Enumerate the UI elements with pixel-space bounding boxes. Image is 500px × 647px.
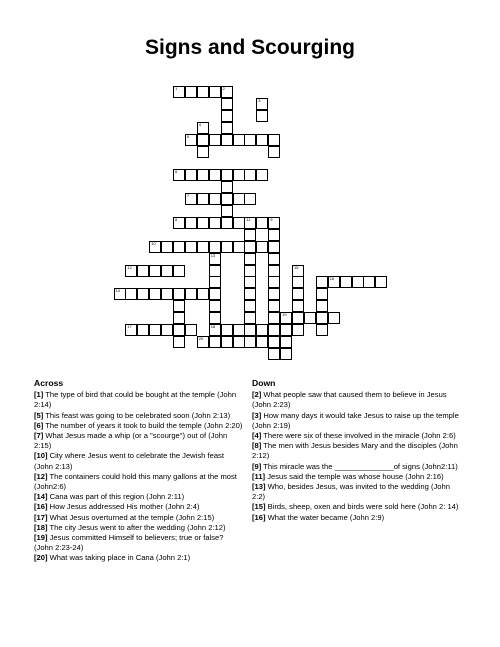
clue-number: [10] <box>34 451 48 461</box>
cell-number: 5 <box>186 133 190 139</box>
grid-cell[interactable] <box>173 265 185 277</box>
grid-cell[interactable] <box>268 348 280 360</box>
grid-cell[interactable] <box>137 324 149 336</box>
clue-text: What people saw that caused them to believe in Jesus (John 2:23) <box>252 390 447 410</box>
grid-cell[interactable] <box>221 122 233 134</box>
clue-number: [6] <box>34 420 44 430</box>
grid-cell[interactable] <box>185 324 197 336</box>
grid-cell[interactable] <box>221 98 233 110</box>
grid-cell[interactable] <box>197 241 209 253</box>
clue-number: [15] <box>252 502 266 512</box>
grid-cell[interactable] <box>244 169 256 181</box>
clue-number: [11] <box>252 471 266 481</box>
cell-number: 13 <box>210 252 216 258</box>
cell-number: 8 <box>175 216 178 222</box>
down-clue <box>252 431 462 441</box>
grid-cell[interactable] <box>221 181 233 193</box>
grid-cell[interactable] <box>221 241 233 253</box>
clue-number: [16] <box>34 502 48 512</box>
grid-cell[interactable] <box>125 288 137 300</box>
grid-cell[interactable] <box>316 312 328 324</box>
across-heading: Across <box>34 378 64 388</box>
grid-cell[interactable] <box>185 241 197 253</box>
grid-cell[interactable] <box>292 276 304 288</box>
grid-cell[interactable] <box>280 348 292 360</box>
grid-cell[interactable] <box>185 86 197 98</box>
puzzle-title: Signs and Scourging <box>144 36 355 59</box>
grid-cell[interactable] <box>209 300 221 312</box>
cell-number: 2 <box>222 86 225 91</box>
grid-cell[interactable] <box>268 217 280 229</box>
grid-cell[interactable] <box>149 241 161 253</box>
grid-cell[interactable] <box>256 217 268 229</box>
across-clue <box>34 421 244 431</box>
across-clue <box>34 390 244 410</box>
cell-number: 10 <box>151 240 156 246</box>
down-clue <box>252 472 462 482</box>
clue-text: Birds, sheep, oxen and birds were sold here (John 2: 14) <box>265 502 459 512</box>
cell-number: 9 <box>270 216 273 222</box>
across-clue <box>34 502 244 512</box>
grid-cell[interactable] <box>244 193 256 205</box>
across-clue <box>34 472 244 492</box>
grid-cell[interactable] <box>149 324 161 336</box>
grid-cell[interactable] <box>161 265 173 277</box>
grid-cell[interactable] <box>173 300 185 312</box>
grid-cell[interactable] <box>268 288 280 300</box>
down-clue <box>252 462 462 472</box>
grid-cell[interactable] <box>197 146 209 158</box>
grid-cell[interactable] <box>137 288 149 300</box>
grid-cell[interactable] <box>256 336 268 348</box>
grid-cell[interactable] <box>256 98 268 110</box>
down-heading: Down <box>252 378 276 388</box>
grid-cell[interactable] <box>268 336 280 348</box>
grid-cell[interactable] <box>197 193 209 205</box>
grid-cell[interactable] <box>233 217 245 229</box>
grid-cell[interactable] <box>209 276 221 288</box>
down-clue <box>252 482 462 502</box>
grid-cell[interactable] <box>149 265 161 277</box>
cell-number: 12 <box>127 264 132 270</box>
grid-cell[interactable] <box>244 229 256 241</box>
cell-number: 15 <box>294 264 299 270</box>
cell-number: 11 <box>246 216 251 222</box>
grid-cell[interactable] <box>209 336 221 348</box>
clue-text: How Jesus addressed His mother (John 2:4) <box>47 502 200 512</box>
down-clue <box>252 441 462 461</box>
grid-cell[interactable] <box>161 241 173 253</box>
grid-cell[interactable] <box>244 324 256 336</box>
grid-cell[interactable] <box>221 205 233 217</box>
grid-cell[interactable] <box>256 241 268 253</box>
clue-number: [12] <box>34 471 48 481</box>
grid-cell[interactable] <box>292 300 304 312</box>
grid-cell[interactable] <box>197 86 209 98</box>
grid-cell[interactable] <box>221 86 233 98</box>
grid-cell[interactable] <box>161 288 173 300</box>
grid-cell[interactable] <box>149 288 161 300</box>
clue-number: [1] <box>34 390 44 400</box>
clue-number: [2] <box>252 390 262 400</box>
cell-number: 19 <box>282 312 287 318</box>
grid-cell[interactable] <box>185 217 197 229</box>
cell-number: 1 <box>175 86 178 91</box>
grid-cell[interactable] <box>209 193 221 205</box>
clue-number: [13] <box>252 482 266 492</box>
cell-number: 7 <box>186 193 190 199</box>
cell-number: 4 <box>198 121 202 127</box>
grid-cell[interactable] <box>244 276 256 288</box>
across-clue <box>34 451 244 471</box>
grid-cell[interactable] <box>185 288 197 300</box>
grid-cell[interactable] <box>292 288 304 300</box>
clue-number: [16] <box>252 512 266 522</box>
cell-number: 3 <box>258 97 261 103</box>
clue-text: The city Jesus went to after the wedding (John 2:12) <box>47 522 226 532</box>
clue-text: There were six of these involved in the miracle (John 2:6) <box>261 431 456 441</box>
grid-cell[interactable] <box>209 86 221 98</box>
clue-number: [5] <box>34 410 44 420</box>
grid-cell[interactable] <box>209 312 221 324</box>
grid-cell[interactable] <box>244 134 256 146</box>
grid-cell[interactable] <box>268 265 280 277</box>
clue-number: [20] <box>34 553 48 563</box>
grid-cell[interactable] <box>221 134 233 146</box>
grid-cell[interactable] <box>363 276 375 288</box>
grid-cell[interactable] <box>244 336 256 348</box>
cell-number: 18 <box>210 324 216 329</box>
down-clues <box>252 378 462 523</box>
grid-cell[interactable] <box>221 217 233 229</box>
grid-cell[interactable] <box>209 169 221 181</box>
grid-cell[interactable] <box>114 288 126 300</box>
clue-text: Cana was part of this region (John 2:11) <box>47 492 185 502</box>
grid-cell[interactable] <box>197 169 209 181</box>
clue-number: [8] <box>252 441 262 451</box>
clue-text: The men with Jesus besides Mary and the disciples (John 2:12) <box>252 441 458 461</box>
grid-cell[interactable] <box>173 336 185 348</box>
grid-cell[interactable] <box>173 169 185 181</box>
cell-number: 16 <box>329 276 335 282</box>
grid-cell[interactable] <box>304 312 316 324</box>
grid-cell[interactable] <box>173 312 185 324</box>
across-clue <box>34 553 244 563</box>
grid-cell[interactable] <box>316 288 328 300</box>
grid-cell[interactable] <box>209 288 221 300</box>
grid-cell[interactable] <box>268 146 280 158</box>
grid-cell[interactable] <box>256 169 268 181</box>
clue-text: The type of bird that could be bought at the temple (John 2:14) <box>34 390 237 410</box>
clue-text: Jesus said the temple was whose house (John 2:16) <box>265 471 444 481</box>
grid-cell[interactable] <box>375 276 387 288</box>
clue-number: [18] <box>34 522 48 532</box>
grid-cell[interactable] <box>268 229 280 241</box>
grid-cell[interactable] <box>161 324 173 336</box>
grid-cell[interactable] <box>244 253 256 265</box>
grid-cell[interactable] <box>209 217 221 229</box>
grid-cell[interactable] <box>233 134 245 146</box>
grid-cell[interactable] <box>233 169 245 181</box>
across-clue <box>34 492 244 502</box>
grid-cell[interactable] <box>268 312 280 324</box>
grid-cell[interactable] <box>173 241 185 253</box>
clue-number: [9] <box>252 461 262 471</box>
across-clue <box>34 411 244 421</box>
grid-cell[interactable] <box>268 324 280 336</box>
grid-cell[interactable] <box>233 336 245 348</box>
grid-cell[interactable] <box>244 288 256 300</box>
clue-text: What was taking place in Cana (John 2:1) <box>47 553 191 563</box>
grid-cell[interactable] <box>233 193 245 205</box>
clue-number: [7] <box>34 431 44 441</box>
grid-cell[interactable] <box>328 312 340 324</box>
grid-cell[interactable] <box>244 300 256 312</box>
grid-cell[interactable] <box>268 300 280 312</box>
grid-cell[interactable] <box>244 312 256 324</box>
grid-cell[interactable] <box>221 336 233 348</box>
grid-cell[interactable] <box>256 134 268 146</box>
across-clues <box>34 378 244 564</box>
grid-cell[interactable] <box>280 312 292 324</box>
down-clue <box>252 411 462 431</box>
clue-number: [17] <box>34 512 48 522</box>
clue-number: [3] <box>252 410 262 420</box>
across-clue <box>34 533 244 553</box>
across-clue <box>34 523 244 533</box>
grid-cell[interactable] <box>173 217 185 229</box>
grid-cell[interactable] <box>197 122 209 134</box>
clue-text: How many days it would take Jesus to raise up the temple (John 2:19) <box>252 410 459 430</box>
grid-cell[interactable] <box>209 253 221 265</box>
across-clue <box>34 431 244 451</box>
grid-cell[interactable] <box>185 134 197 146</box>
grid-cell[interactable] <box>268 253 280 265</box>
grid-cell[interactable] <box>173 288 185 300</box>
grid-cell[interactable] <box>209 134 221 146</box>
grid-cell[interactable] <box>280 324 292 336</box>
clue-number: [4] <box>252 431 262 441</box>
cell-number: 17 <box>127 324 132 329</box>
clue-text: What the water became (John 2:9) <box>265 512 385 522</box>
grid-cell[interactable] <box>221 169 233 181</box>
clue-text: The containers could hold this many gallons at the most (John2:6) <box>34 471 237 492</box>
grid-cell[interactable] <box>233 324 245 336</box>
grid-cell[interactable] <box>292 265 304 277</box>
grid-cell[interactable] <box>173 324 185 336</box>
grid-cell[interactable] <box>221 110 233 122</box>
grid-cell[interactable] <box>221 193 233 205</box>
grid-cell[interactable] <box>352 276 364 288</box>
grid-cell[interactable] <box>197 217 209 229</box>
grid-cell[interactable] <box>125 324 137 336</box>
clue-text: What Jesus overturned at the temple (John 2:15) <box>47 512 215 522</box>
cell-number: 20 <box>198 335 204 341</box>
down-clue <box>252 513 462 523</box>
grid-cell[interactable] <box>173 86 185 98</box>
clue-text: City where Jesus went to celebrate the Jewish feast (John 2:13) <box>34 451 224 471</box>
grid-cell[interactable] <box>185 169 197 181</box>
down-clue <box>252 390 462 410</box>
grid-cell[interactable] <box>292 312 304 324</box>
grid-cell[interactable] <box>209 265 221 277</box>
grid-cell[interactable] <box>340 276 352 288</box>
grid-cell[interactable] <box>268 134 280 146</box>
grid-cell[interactable] <box>256 324 268 336</box>
grid-cell[interactable] <box>244 241 256 253</box>
down-clue <box>252 502 462 512</box>
clue-text: Jesus committed Himself to believers; true or false? (John 2:23-24) <box>34 533 224 553</box>
clue-text: The number of years it took to build the temple (John 2:20) <box>43 420 243 430</box>
grid-cell[interactable] <box>209 324 221 336</box>
grid-cell[interactable] <box>125 265 137 277</box>
grid-cell[interactable] <box>328 276 340 288</box>
grid-cell[interactable] <box>233 241 245 253</box>
clue-text: Who, besides Jesus, was invited to the wedding (John 2:2) <box>252 482 450 502</box>
cell-number: 14 <box>115 288 120 294</box>
grid-cell[interactable] <box>197 288 209 300</box>
grid-cell[interactable] <box>256 110 268 122</box>
grid-cell[interactable] <box>316 300 328 312</box>
grid-cell[interactable] <box>244 217 256 229</box>
across-clue <box>34 513 244 523</box>
clue-text: This miracle was the ______________of signs (John2:11) <box>261 461 458 471</box>
clue-text: This feast was going to be celebrated soon (John 2:13) <box>43 410 231 420</box>
grid-cell[interactable] <box>316 276 328 288</box>
clue-number: [19] <box>34 533 48 543</box>
grid-cell[interactable] <box>197 336 209 348</box>
grid-cell[interactable] <box>268 241 280 253</box>
grid-cell[interactable] <box>292 324 304 336</box>
grid-cell[interactable] <box>137 265 149 277</box>
grid-cell[interactable] <box>280 336 292 348</box>
grid-cell[interactable] <box>316 324 328 336</box>
grid-cell[interactable] <box>209 241 221 253</box>
clue-number: [14] <box>34 492 48 502</box>
grid-cell[interactable] <box>244 265 256 277</box>
clue-text: What Jesus made a whip (or a "scourge") out of (John 2:15) <box>34 431 228 451</box>
grid-cell[interactable] <box>221 324 233 336</box>
grid-cell[interactable] <box>185 193 197 205</box>
grid-cell[interactable] <box>197 134 209 146</box>
cell-number: 6 <box>175 169 178 175</box>
grid-cell[interactable] <box>268 276 280 288</box>
